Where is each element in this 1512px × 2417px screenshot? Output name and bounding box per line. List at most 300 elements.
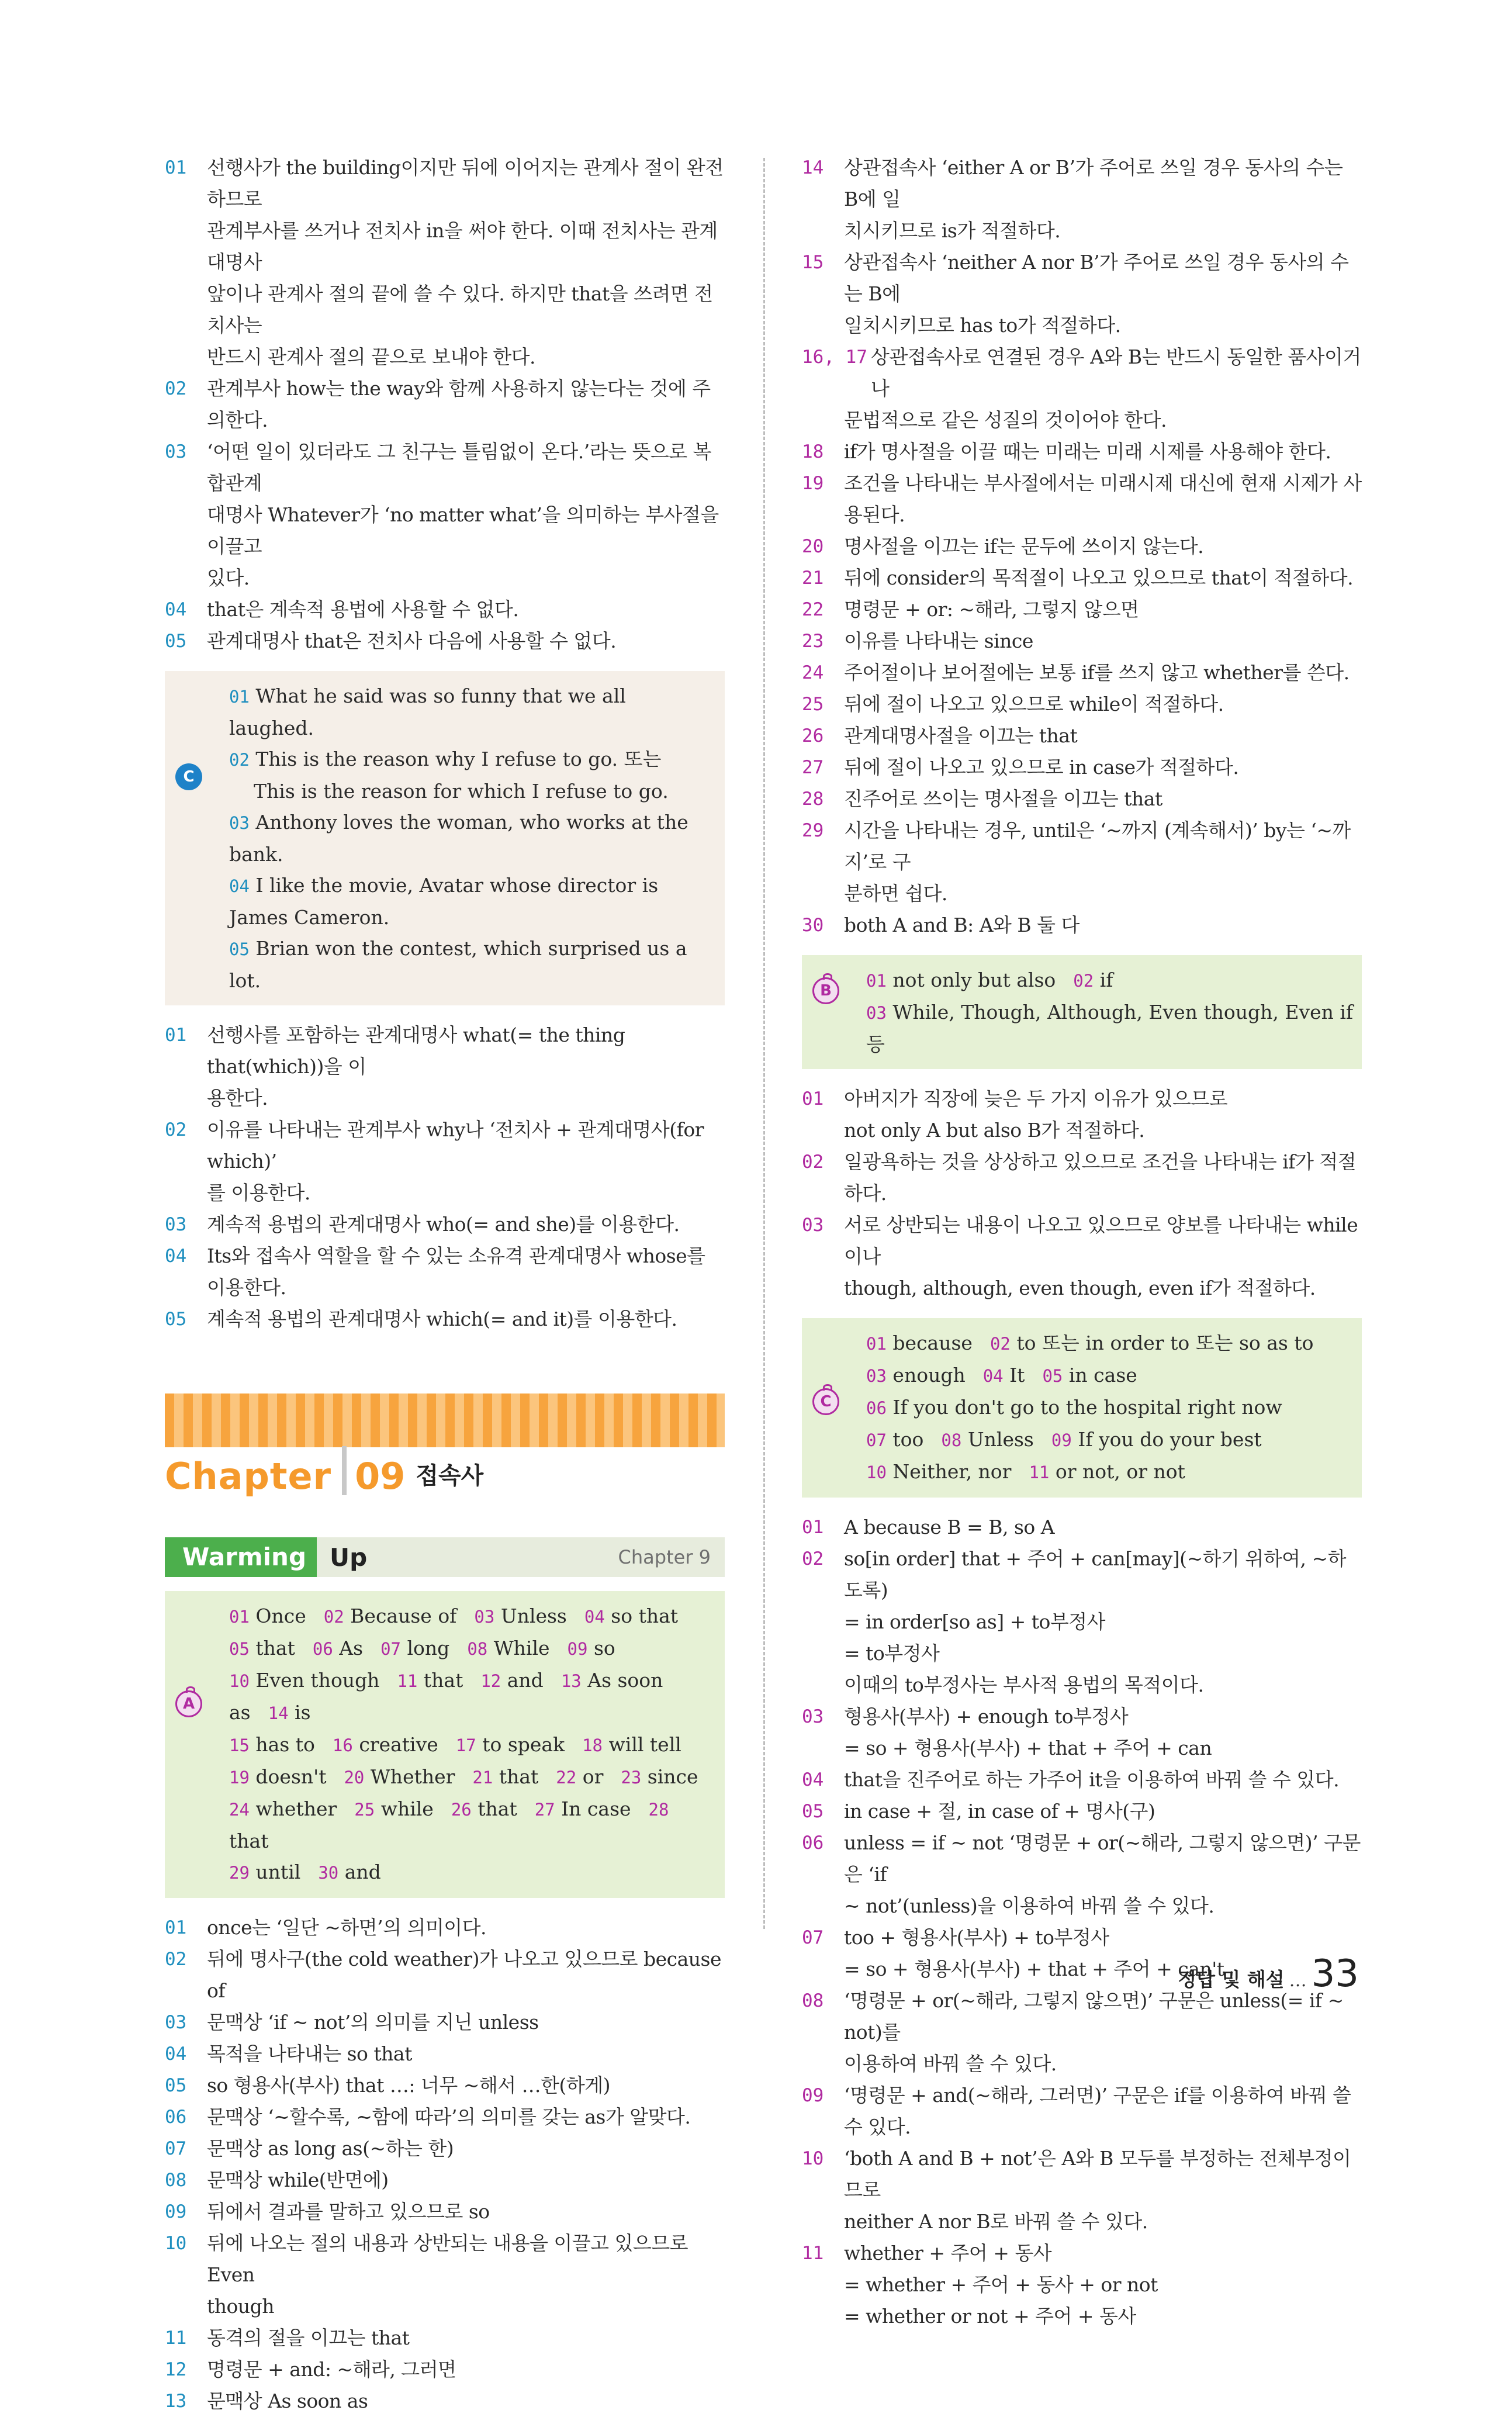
list-item [802,310,1362,341]
answer-text: enough [892,1364,966,1386]
answer-line [866,997,1354,1060]
answer-number: 03 [866,1366,887,1386]
item-text: ‘어떤 일이 있더라도 그 친구는 틀림없이 온다.’라는 뜻으로 복합관계 [207,440,711,495]
list-item [165,1177,725,1209]
item-text: 관계대명사 that은 전치사 다음에 사용할 수 없다. [207,630,617,652]
answer-text: It [1009,1364,1025,1386]
item-text: whether + 주어 + 동사 [844,2242,1052,2264]
list-item [165,1944,725,2007]
answer-number: 19 [229,1768,250,1787]
item-text: 문맥상 as long as(~하는 한) [207,2137,454,2160]
item-number [165,341,207,373]
answer-text: that [423,1669,463,1692]
item-text: 이용하여 바꿔 쓸 수 있다. [844,2052,1057,2075]
item-number: 01 [165,1025,187,1046]
answer-number: 08 [941,1430,962,1450]
answer-number: 08 [467,1639,488,1659]
warming-label: Warming [165,1537,317,1577]
item-text: 이때의 to부정사는 부사적 용법의 목적이다. [844,1673,1204,1696]
item-text: 이유를 나타내는 관계부사 why나 ‘전치사 + 관계대명사(for which)’ [207,1118,704,1173]
item-text: = whether or not + 주어 + 동사 [844,2305,1136,2328]
item-text: A because B = B, so A [844,1516,1055,1538]
answer-text: and [344,1861,381,1883]
answer-list-relatives [165,152,725,657]
answer-number: 01 [229,1607,250,1627]
item-number [802,1953,844,1985]
item-number [802,878,844,910]
answer-number: 10 [866,1462,887,1482]
list-item [165,341,725,373]
item-number [165,1083,207,1114]
answer-entry [229,1669,379,1692]
item-number: 16, 17 [802,347,867,368]
answer-line [229,776,717,807]
list-item [165,278,725,341]
answer-entry [1029,1460,1185,1483]
item-number: 25 [802,694,824,715]
list-item [802,1890,1362,1922]
page-number: 33 [1311,1952,1359,1996]
item-number [802,2206,844,2238]
list-item [165,2164,725,2196]
item-text: 조건을 나타내는 부사절에서는 미래시제 대신에 현재 시제가 사용된다. [844,472,1362,526]
list-item [165,373,725,436]
answer-line [229,1633,717,1665]
answer-number: 13 [560,1671,582,1691]
list-item [802,436,1362,468]
answer-text: Unless [967,1428,1034,1451]
item-number: 03 [802,1215,824,1236]
answer-text: so [593,1637,615,1659]
answer-number: 03 [229,813,250,833]
item-text: 동격의 절을 이끄는 that [207,2326,410,2349]
section-c-icon: C [175,763,202,790]
item-number: 15 [802,252,824,273]
item-number [165,562,207,594]
list-item [165,1303,725,1335]
answer-text: This is the reason why I refuse to go. 또는 [255,748,662,770]
item-number: 02 [802,1548,824,1569]
item-text: unless = if ~ not ‘명령문 + or(~해라, 그렇지 않으면)’ 구문은 ‘if [844,1831,1361,1886]
up-label: Up [330,1543,368,1572]
answer-text: What he said was so funny that we all laughed. [229,684,626,739]
answer-line [229,744,717,776]
answer-number: 02 [989,1334,1011,1354]
answer-number: 05 [229,1639,250,1659]
answer-box-lines [229,680,717,996]
item-text: 를 이용한다. [207,1181,310,1204]
list-item [802,2206,1362,2238]
answer-number: 15 [229,1735,250,1755]
item-number: 13 [165,2391,187,2412]
item-text: 상관접속사 ‘either A or B’가 주어로 쓰일 경우 동사의 수는 B에 일 [844,156,1343,210]
item-text: 계속적 용법의 관계대명사 which(= and it)를 이용한다. [207,1308,677,1330]
answer-number: 07 [380,1639,401,1659]
answer-entry [866,1001,1353,1056]
list-item [802,720,1362,752]
answer-text: While, Though, Although, Even though, Even if 등 [866,1001,1354,1056]
item-text: 있다. [207,566,250,589]
item-text: 상관접속사로 연결된 경우 A와 B는 반드시 동일한 품사이거나 [871,345,1361,400]
item-number: 03 [165,2012,187,2033]
answer-entry [318,1861,380,1883]
answer-text: and [507,1669,544,1692]
answer-text: In case [561,1797,631,1820]
answer-text: will tell [608,1733,681,1756]
item-number: 01 [802,1517,824,1538]
list-item [802,594,1362,625]
list-item [802,878,1362,910]
item-text: so 형용사(부사) that …: 너무 ~해서 …한(하게) [207,2074,610,2097]
answer-box-lines [866,1327,1354,1488]
item-text: = so + 형용사(부사) + that + 주어 + can't [844,1958,1224,1980]
item-text: 문맥상 ‘if ~ not’의 의미를 지닌 unless [207,2011,539,2034]
footer-label: 정답 및 해설 [1178,1968,1285,1991]
answer-entry [472,1765,538,1788]
answer-line [229,1761,717,1793]
answer-entry [866,1428,923,1451]
answer-text: While [493,1637,550,1659]
answer-text: while [380,1797,434,1820]
answer-entry [380,1637,449,1659]
list-item [165,2070,725,2101]
list-item [802,1827,1362,1890]
item-number: 23 [802,631,824,652]
list-item [165,1209,725,1240]
item-text: 용한다. [207,1087,268,1109]
answer-text: or not, or not [1055,1460,1185,1483]
item-text: that은 계속적 용법에 사용할 수 없다. [207,598,519,621]
item-number [165,215,207,278]
answer-text: I like the movie, Avatar whose director is James Cameron. [229,874,659,929]
item-text: 문맥상 while(반면에) [207,2169,389,2191]
item-text: 이유를 나타내는 since [844,630,1033,652]
answer-box-b [802,955,1362,1069]
item-number: 08 [165,2170,187,2191]
item-text: 목적을 나타내는 so that [207,2042,412,2065]
item-text: neither A nor B로 바꿔 쓸 수 있다. [844,2210,1148,2233]
item-text: 선행사를 포함하는 관계대명사 what(= the thing that(which))을 이 [207,1023,625,1078]
item-number [802,1115,844,1146]
answer-entry [1073,969,1113,991]
answer-box-lines [866,964,1354,1060]
item-number: 02 [165,1119,187,1140]
list-item [802,657,1362,689]
item-text: ‘명령문 + and(~해라, 그러면)’ 구문은 if를 이용하여 바꿔 쓸 수 있다. [844,2084,1351,2138]
answer-text: so that [611,1605,679,1627]
answer-number: 30 [318,1863,339,1883]
item-text: too + 형용사(부사) + to부정사 [844,1926,1109,1949]
item-text: 진주어로 쓰이는 명사절을 이끄는 that [844,787,1162,810]
item-number [802,2048,844,2080]
item-text: not only A but also B가 적절하다. [844,1119,1145,1142]
item-text: 일광욕하는 것을 상상하고 있으므로 조건을 나타내는 if가 적절하다. [844,1150,1357,1205]
item-number [802,1606,844,1638]
list-item [802,2080,1362,2143]
list-item [802,152,1362,215]
answer-number: 11 [397,1671,418,1691]
list-item [802,1543,1362,1606]
list-item [802,1701,1362,1733]
item-text: 아버지가 직장에 늦은 두 가지 이유가 있으므로 [844,1087,1228,1110]
item-number: 04 [802,1769,824,1790]
list-item [165,2038,725,2070]
answer-entry [313,1637,363,1659]
list-item [165,1912,725,1944]
item-text: 관계부사를 쓰거나 전치사 in을 써야 한다. 이때 전치사는 관계대명사 [207,219,718,274]
answer-number: 01 [866,1334,887,1354]
answer-number: 26 [451,1800,472,1820]
answer-number: 07 [866,1430,887,1450]
item-text: 앞이나 관계사 절의 끝에 쓸 수 있다. 하지만 that을 쓰려면 전치사는 [207,282,713,337]
item-text: 주어절이나 보어절에는 보통 if를 쓰지 않고 whether를 쓴다. [844,661,1350,684]
answer-number: 05 [1042,1366,1063,1386]
answer-entry [983,1364,1025,1386]
answer-number: 29 [229,1863,250,1883]
item-number: 22 [802,599,824,620]
item-number: 09 [165,2201,187,2222]
answer-number: 03 [866,1003,887,1023]
item-number [802,1733,844,1764]
item-text: once는 ‘일단 ~하면’의 의미이다. [207,1916,487,1939]
answer-line [866,1456,1354,1488]
answer-text: since [647,1765,698,1788]
item-number: 20 [802,536,824,557]
answer-number: 09 [1051,1430,1072,1450]
list-item [802,2301,1362,2332]
item-text: = in order[so as] + to부정사 [844,1610,1106,1633]
item-number: 02 [165,1949,187,1970]
item-number: 02 [802,1152,824,1173]
answer-entry [866,969,1056,991]
answer-text: doesn't [255,1765,327,1788]
answer-entry [229,1733,315,1756]
item-number [802,310,844,341]
answer-entry [941,1428,1033,1451]
item-number: 08 [802,1990,824,2011]
answer-box-lines [229,1600,717,1889]
item-number: 02 [165,378,187,399]
list-item [802,341,1362,404]
answer-entry [535,1797,631,1820]
answer-number: 02 [1073,971,1094,991]
answer-text: Whether [370,1765,455,1788]
list-item [802,1273,1362,1304]
chapter-separator [342,1446,347,1495]
answer-number: 16 [332,1735,353,1755]
answer-text: that [478,1797,517,1820]
answer-number: 02 [323,1607,344,1627]
chapter-title: 접속사 [416,1462,484,1489]
list-item [802,1115,1362,1146]
answer-entry [354,1797,434,1820]
item-text: though, although, even though, even if가 적절하다. [844,1277,1316,1299]
answer-text: because [892,1332,973,1354]
item-number: 06 [802,1832,824,1854]
list-item [802,1512,1362,1543]
answer-entry [229,1637,295,1659]
item-text: 관계부사 how는 the way와 함께 사용하지 않는다는 것에 주의한다. [207,377,711,431]
list-item [802,1606,1362,1638]
answer-entry [397,1669,463,1692]
list-item [802,468,1362,531]
item-number [802,2301,844,2332]
section-a-icon: A [175,1690,202,1717]
item-text: = to부정사 [844,1642,940,1665]
item-text: 문맥상 ‘~할수록, ~함에 따라’의 의미를 갖는 as가 알맞다. [207,2105,691,2128]
answer-number: 22 [556,1768,577,1787]
item-text: 반드시 관계사 절의 끝으로 보내야 한다. [207,345,535,368]
item-number: 04 [165,2043,187,2065]
section-c-ring-icon: C [812,1388,839,1415]
item-number: 18 [802,441,824,462]
column-divider [763,158,765,1929]
answer-entry [621,1765,698,1788]
list-item [165,562,725,594]
item-text: 계속적 용법의 관계대명사 who(= and she)를 이용한다. [207,1213,680,1236]
item-number: 05 [165,1309,187,1330]
list-item [802,1083,1362,1115]
answer-number: 18 [582,1735,603,1755]
item-text: = whether + 주어 + 동사 + or not [844,2273,1158,2296]
item-text: though [207,2295,275,2318]
answer-number: 05 [229,939,250,959]
list-item [802,1764,1362,1796]
answer-text: to speak [482,1733,565,1756]
item-number [165,1177,207,1209]
item-number: 07 [802,1927,824,1948]
list-item [802,247,1362,310]
answer-entry [474,1605,566,1627]
item-text: ~ not’(unless)을 이용하여 바꿔 쓸 수 있다. [844,1894,1215,1917]
answer-number: 01 [866,971,887,991]
answer-number: 02 [229,750,250,770]
answer-list-a [165,1912,725,2417]
item-number: 19 [802,473,824,494]
list-item [802,2143,1362,2206]
item-text: Its와 접속사 역할을 할 수 있는 소유격 관계대명사 whose를 이용한다. [207,1244,705,1299]
list-item [165,2007,725,2038]
item-text: 시간을 나타내는 경우, until은 ‘~까지 (계속해서)’ by는 ‘~까지’로 구 [844,819,1351,873]
chapter-word: Chapter [165,1455,332,1498]
item-number: 01 [165,157,187,178]
answer-box-c-relatives [165,671,725,1005]
answer-text: has to [255,1733,315,1756]
answer-number: 01 [229,687,250,707]
answer-list-b [802,1083,1362,1304]
answer-number: 12 [480,1671,501,1691]
list-item [802,1733,1362,1764]
answer-line [229,1600,717,1633]
answer-number: 21 [472,1768,493,1787]
answer-box-a-conjunctions [165,1591,725,1898]
item-text: 형용사(부사) + enough to부정사 [844,1705,1129,1728]
item-number: 07 [165,2138,187,2159]
answer-text: Neither, nor [892,1460,1012,1483]
chapter-number: 09 [355,1455,406,1498]
answer-text: This is the reason for which I refuse to go. [254,780,669,803]
item-number: 01 [165,1917,187,1938]
answer-line [229,807,717,870]
item-number: 04 [165,1246,187,1267]
list-item [802,562,1362,594]
list-item [802,1669,1362,1701]
answer-entry [229,1861,300,1883]
warming-chapter-ref: Chapter 9 [618,1546,711,1568]
answer-entry [568,1637,615,1659]
item-number: 30 [802,915,824,936]
list-item [802,815,1362,878]
answer-entry [467,1637,549,1659]
answer-entry [866,1332,973,1354]
item-number: 10 [802,2148,824,2169]
item-text: = so + 형용사(부사) + that + 주어 + can [844,1737,1212,1759]
item-number [802,404,844,436]
item-number: 28 [802,789,824,810]
left-column [165,152,725,2417]
item-text: so[in order] that + 주어 + can[may](~하기 위하여, ~하도록) [844,1547,1347,1602]
list-item [802,1638,1362,1669]
list-item [802,752,1362,783]
answer-text: in case [1068,1364,1137,1386]
list-item [165,2354,725,2385]
answer-list-c [165,1019,725,1335]
item-text: both A and B: A와 B 둘 다 [844,914,1079,936]
answer-line [229,1793,717,1856]
item-number: 29 [802,820,824,841]
item-number: 05 [802,1801,824,1822]
answer-entry [582,1733,681,1756]
item-text: 뒤에 consider의 목적절이 나오고 있으므로 that이 적절하다. [844,566,1354,589]
answer-number: 06 [312,1639,333,1659]
answer-line [229,870,717,933]
list-item [802,531,1362,562]
answer-text: if [1099,969,1113,991]
answer-line [229,933,717,996]
item-text: 일치시키므로 has to가 적절하다. [844,314,1121,337]
item-text: if가 명사절을 이끌 때는 미래는 미래 시제를 사용해야 한다. [844,440,1331,463]
answer-text: Once [255,1605,306,1627]
item-text: 문맥상 As soon as [207,2390,368,2412]
item-number: 03 [165,1214,187,1235]
answer-text: long [407,1637,450,1659]
item-number: 10 [165,2233,187,2254]
item-text: ‘명령문 + or(~해라, 그렇지 않으면)’ 구문은 unless(= if ~ not)를 [844,1989,1344,2043]
item-text: 선행사가 the building이지만 뒤에 이어지는 관계사 절이 완전하므로 [207,156,724,210]
list-item [802,1796,1362,1827]
answer-text: until [255,1861,301,1883]
list-item [802,625,1362,657]
answer-line [866,1424,1354,1456]
answer-text: Because of [350,1605,457,1627]
item-text: 치시키므로 is가 적절하다. [844,219,1061,242]
chapter-heading [165,1439,725,1498]
list-item [802,1209,1362,1273]
answer-entry [556,1765,603,1788]
item-number: 03 [165,441,187,462]
item-number: 06 [165,2107,187,2128]
answer-number: 28 [648,1800,669,1820]
answer-number: 20 [344,1768,365,1787]
warming-up-header [165,1537,725,1577]
item-text: ‘both A and B + not’은 A와 B 모두를 부정하는 전체부정이므로 [844,2147,1351,2201]
answer-line [866,1360,1354,1392]
answer-line [866,1327,1354,1360]
answer-line [229,680,717,744]
answer-number: 09 [567,1639,588,1659]
item-number: 27 [802,757,824,778]
item-number [802,215,844,247]
